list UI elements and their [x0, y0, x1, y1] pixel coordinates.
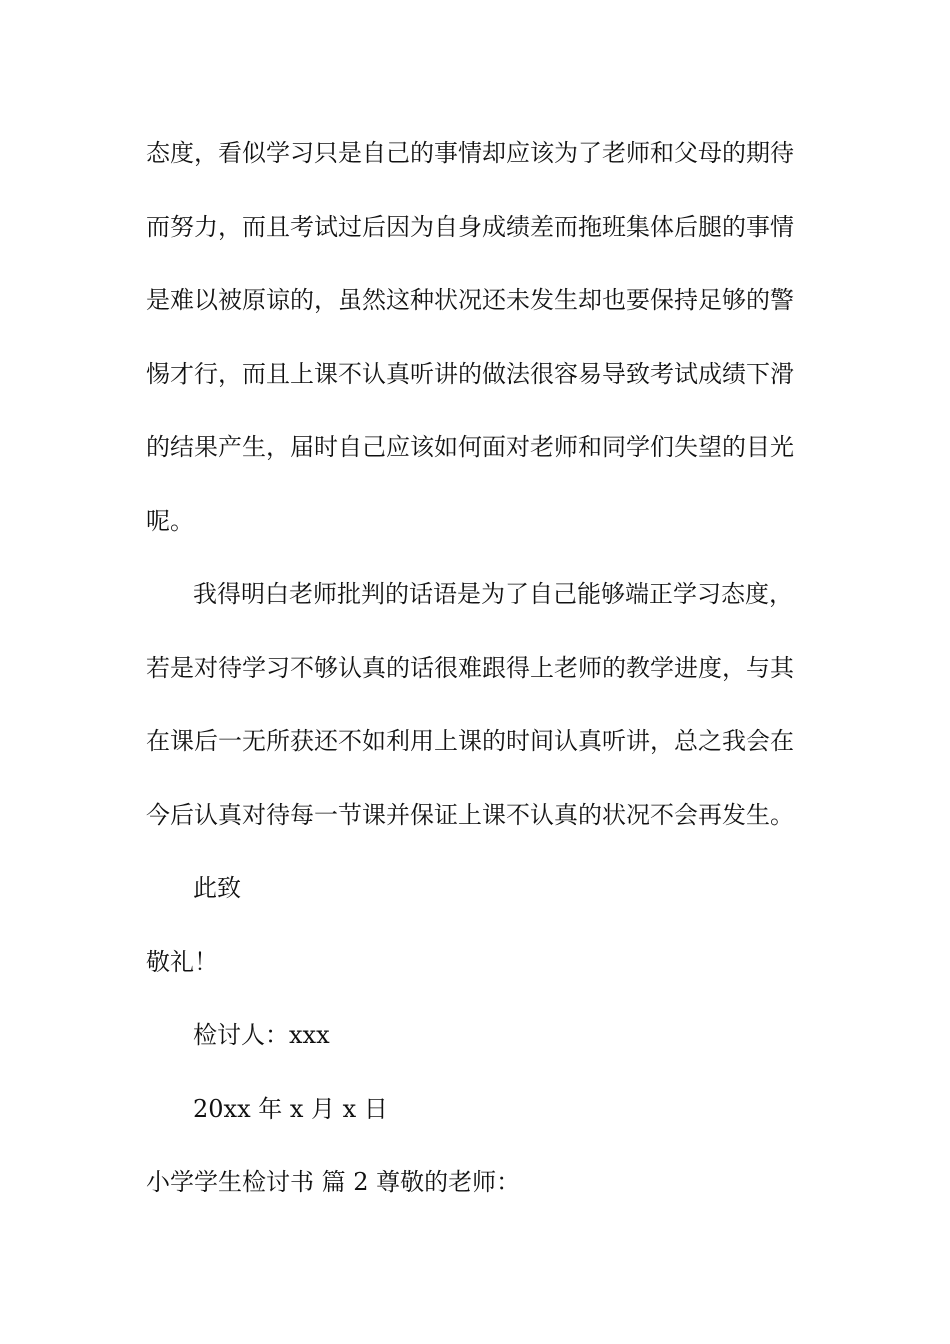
section-heading: 小学学生检讨书 篇 2 尊敬的老师：: [146, 1168, 521, 1196]
signature-line: 检讨人：xxx: [193, 1021, 330, 1049]
paragraph-line: 在课后一无所获还不如利用上课的时间认真听讲，总之我会在: [146, 727, 794, 755]
paragraph-line: 惕才行，而且上课不认真听讲的做法很容易导致考试成绩下滑: [146, 359, 794, 388]
paragraph-line: 是难以被原谅的，虽然这种状况还未发生却也要保持足够的警: [146, 286, 794, 314]
paragraph-line: 呢。: [146, 506, 194, 535]
paragraph-line: 的结果产生，届时自己应该如何面对老师和同学们失望的目光: [146, 433, 794, 461]
paragraph-line: 而努力，而且考试过后因为自身成绩差而拖班集体后腿的事情: [146, 212, 794, 241]
closing-regards: 敬礼！: [146, 947, 218, 976]
closing-salutation: 此致: [193, 874, 241, 902]
document-body: [146, 128, 811, 1231]
paragraph-line: 今后认真对待每一节课并保证上课不认真的状况不会再发生。: [146, 800, 794, 829]
date-line: 20xx 年 x 月 x 日: [193, 1094, 388, 1123]
paragraph-line: 若是对待学习不够认真的话很难跟得上老师的教学进度，与其: [146, 653, 794, 682]
paragraph-line: 态度，看似学习只是自己的事情却应该为了老师和父母的期待: [146, 139, 794, 167]
paragraph-line: 我得明白老师批判的话语是为了自己能够端正学习态度，: [193, 580, 793, 608]
